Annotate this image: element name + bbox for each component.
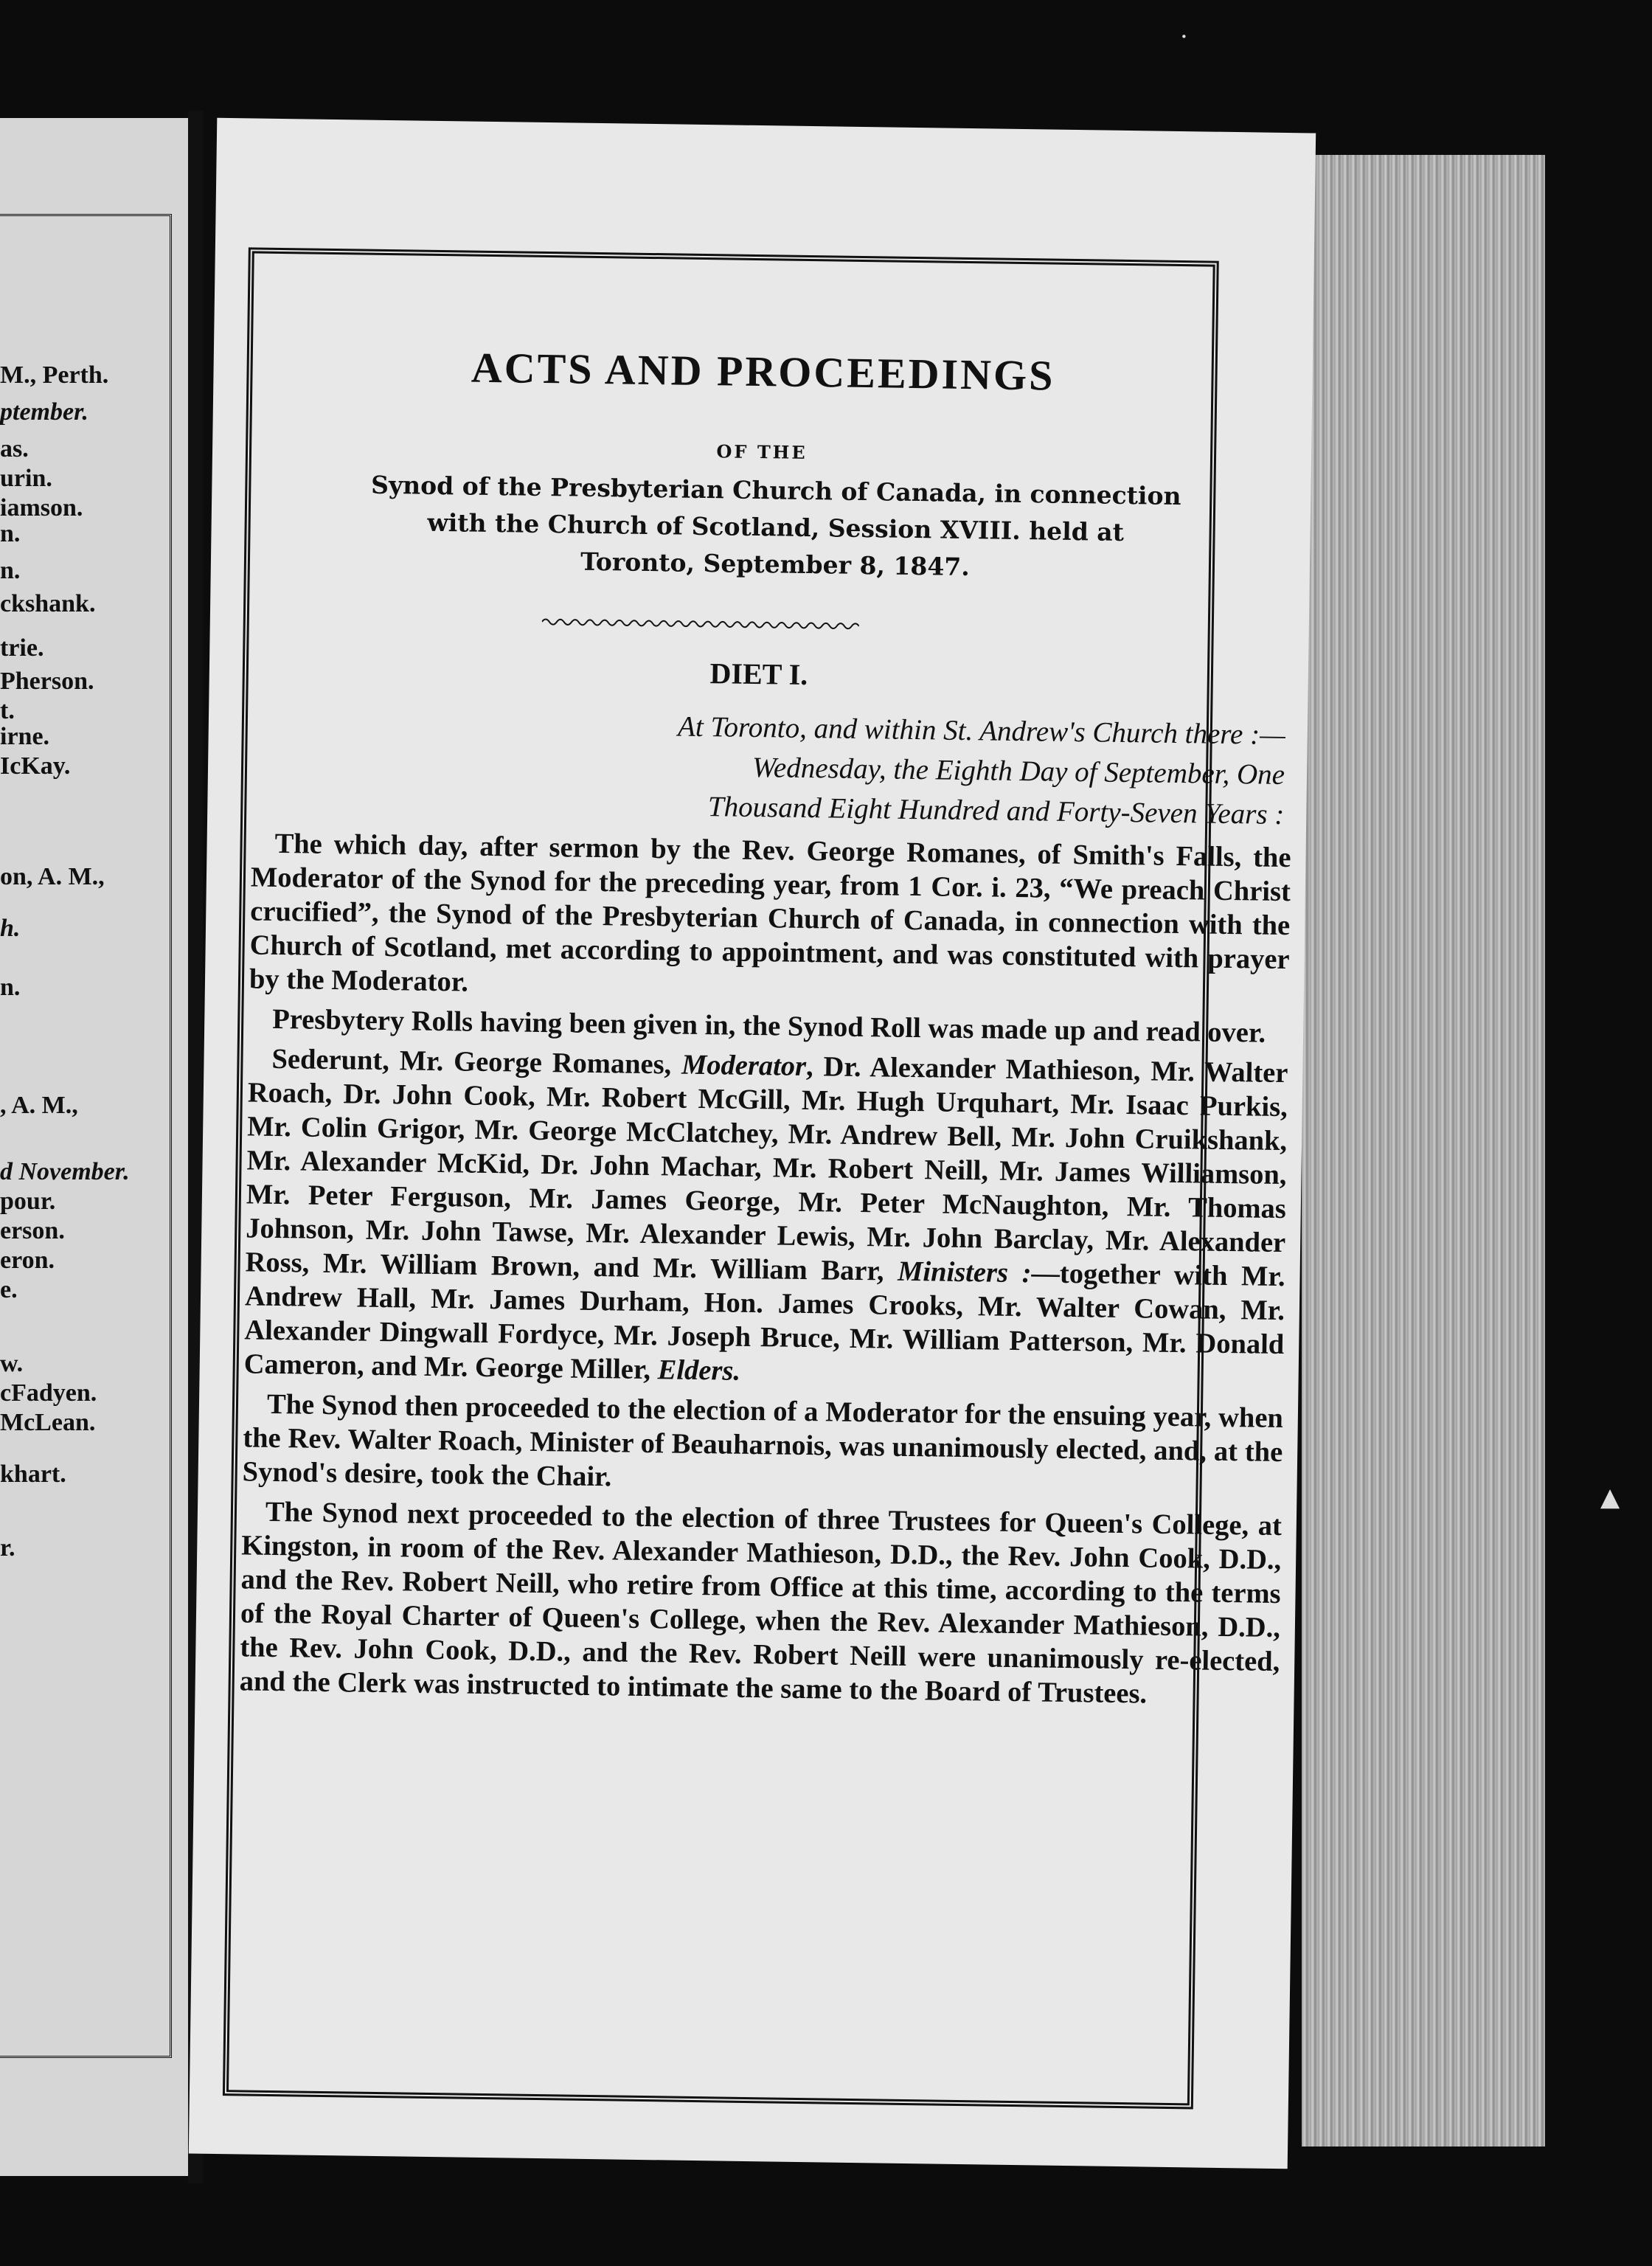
paragraph-sederunt bbox=[243, 1042, 1288, 1396]
left-page-fragment-line: khart. bbox=[0, 1461, 66, 1488]
venue-statement bbox=[620, 706, 1285, 835]
synod-heading-line: with the Church of Scotland, Session XVIII. held at bbox=[427, 507, 1125, 547]
left-page-fragment-line: urin. bbox=[0, 465, 52, 492]
left-page-fragment-line: d November. bbox=[0, 1158, 130, 1185]
page-edges bbox=[1302, 155, 1545, 2147]
left-page-fragment-line: McLean. bbox=[0, 1409, 96, 1436]
left-page-fragment-line: w. bbox=[0, 1350, 24, 1377]
sederunt-text-c: —together with Mr. Andrew Hall, Mr. James Durham, Hon. James Crooks, Mr. Walter Cowan, Mr. Alexander Dingwall Fordyce, Mr. Joseph Bruce, Mr. William Patterson, Mr. Donald Cameron, and Mr. George Miller, bbox=[243, 1258, 1285, 1386]
document-title: ACTS AND PROCEEDINGS bbox=[471, 343, 1055, 400]
sederunt-text-b: , Dr. Alexander Mathieson, Mr. Walter Roach, Dr. John Cook, Mr. Robert McGill, Mr. Hugh Urquhart, Mr. Isaac Purkis, Mr. Colin Grigor, Mr. George McClatchey, Mr. Andrew Bell, Mr. John Cruikshank, Mr. Alexander McKid, Dr. John Machar, Mr. Robert Neill, Mr. James Williamson, Mr. Peter Ferguson, Mr. James George, Mr. Peter McNaughton, Mr. Thomas Johnson, Mr. John Tawse, Mr. Alexander Lewis, Mr. John Barclay, Mr. Alexander Ross, Mr. William Brown, and Mr. William Barr, bbox=[245, 1051, 1288, 1287]
left-page-fragment-line: h. bbox=[0, 915, 21, 942]
left-page-fragment bbox=[0, 118, 188, 2176]
venue-line: Thousand Eight Hundred and Forty-Seven Years : bbox=[707, 791, 1285, 831]
left-page-fragment-line: t. bbox=[0, 697, 15, 724]
left-page-fragment-line: n. bbox=[0, 974, 21, 1001]
left-page-fragment-line: , A. M., bbox=[0, 1092, 78, 1119]
left-page-fragment-line: IcKay. bbox=[0, 752, 71, 780]
paragraph-trustees-election: The Synod next proceeded to the election of three Trustees for Queen's College, at Kingston, in room of the Rev. Alexander Mathieson, D.D., the Rev. John Cook, D.D., and the Rev. Robert Neill, who retire from Office at this time, according to the terms of the Royal Charter of Queen's College, when the Rev. Alexander Mathieson, D.D., the Rev. John Cook, D.D., and the Rev. Robert Neill were unanimously re-elected, and the Clerk was instructed to intimate the same to the Board of Trustees. bbox=[239, 1496, 1283, 1710]
venue-line: Wednesday, the Eighth Day of September, One bbox=[752, 751, 1285, 791]
synod-heading-line: Synod of the Presbyterian Church of Canada, in connection bbox=[370, 470, 1181, 511]
moderator-label: Moderator bbox=[681, 1049, 807, 1083]
left-page-fragment-line: n. bbox=[0, 557, 21, 584]
sederunt-text-a: Sederunt, Mr. George Romanes, bbox=[271, 1043, 682, 1081]
left-page-fragment-line: r. bbox=[0, 1534, 15, 1562]
diet-heading: DIET I. bbox=[709, 656, 808, 691]
left-page-fragment-line: irne. bbox=[0, 723, 50, 750]
body-text bbox=[239, 826, 1291, 1719]
film-speck: ▲ bbox=[1600, 1483, 1620, 1512]
left-page-fragment-line: erson. bbox=[0, 1217, 65, 1244]
left-page-fragment-line: iamson. bbox=[0, 494, 83, 522]
film-speck: · bbox=[1180, 22, 1188, 52]
left-page-fragment-line: on, A. M., bbox=[0, 863, 105, 890]
venue-line: At Toronto, and within St. Andrew's Church there :— bbox=[677, 710, 1286, 752]
elders-label: Elders. bbox=[657, 1354, 741, 1387]
left-page-fragment-line: ptember. bbox=[0, 398, 88, 426]
left-page-fragment-line: e. bbox=[0, 1276, 18, 1303]
paragraph-moderator-election: The Synod then proceeded to the election of a Moderator for the ensuing year, when the Rev. Walter Roach, Minister of Beauharnois, was unanimously elected, and, at the Synod's desire, took the Chair. bbox=[242, 1388, 1284, 1493]
left-page-fragment-line: n. bbox=[0, 520, 21, 547]
ministers-label: Ministers : bbox=[897, 1255, 1032, 1289]
paragraph-rolls: Presbytery Rolls having been given in, the Synod Roll was made up and read over. bbox=[271, 1003, 1266, 1049]
left-page-fragment-line: ckshank. bbox=[0, 590, 96, 617]
synod-heading-line: Toronto, September 8, 1847. bbox=[580, 547, 971, 582]
of-the-line: OF THE bbox=[716, 440, 808, 463]
left-page-fragment-line: trie. bbox=[0, 634, 44, 662]
left-page-fragment-line: as. bbox=[0, 435, 29, 462]
left-page-fragment-line: M., Perth. bbox=[0, 361, 109, 389]
left-page-fragment-line: cFadyen. bbox=[0, 1379, 97, 1407]
left-page-fragment-line: Pherson. bbox=[0, 668, 94, 695]
left-page-fragment-line: pour. bbox=[0, 1188, 56, 1215]
right-page bbox=[189, 118, 1316, 2169]
paragraph-sermon: The which day, after sermon by the Rev. George Romanes, of Smith's Falls, the Moderator of the Synod for the preceding year, from 1 Cor. i. 23, “We preach Christ crucified”, the Synod of the Presbyterian Church of Canada, in connection with the Church of Scotland, met according to appointment, and was constituted with prayer by the Moderator. bbox=[249, 828, 1291, 998]
left-page-fragment-line: eron. bbox=[0, 1247, 55, 1274]
synod-heading bbox=[255, 465, 1297, 591]
